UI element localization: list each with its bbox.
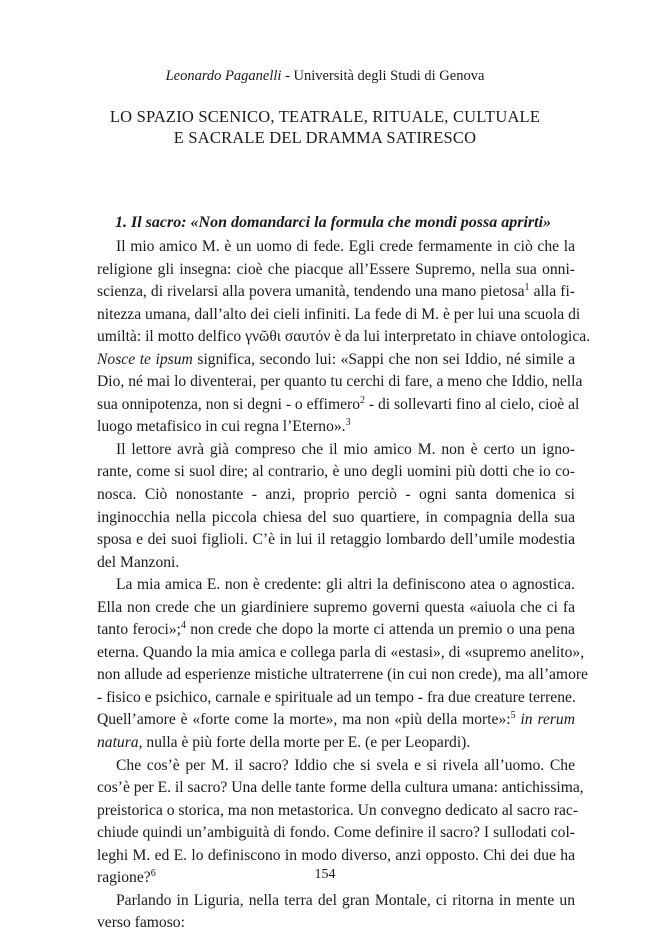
text-line [97,416,575,439]
text-line [97,281,575,304]
text-line [97,529,575,552]
article-title-line-1: LO SPAZIO SCENICO, TEATRALE, RITUALE, CULTUALE [109,107,541,126]
text-line [97,800,579,823]
running-head-author: Leonardo Paganelli [165,68,282,84]
text-line [97,619,575,642]
running-head [0,68,650,85]
text-segment: nitezza umana, dall’alto dei cieli infiniti. La fede di M. è per lui una scuola di [97,305,581,323]
text-line [97,371,583,394]
text-segment: umiltà: il motto delfico γνῶθι σαυτόν è da lui interpretato in chiave ontologica. [97,328,591,346]
text-segment: non allude ad esperienze mistiche ultraterrene (in cui non crede), ma all’amore [97,666,588,684]
text-segment: Quell’amore è «forte come la morte», ma non «più della morte»: [97,711,511,729]
text-line [97,597,575,620]
footnote-marker: 1 [524,281,530,293]
text-line [97,822,575,845]
text-line [97,484,575,507]
article-title-line-2: E SACRALE DEL DRAMMA SATIRESCO [173,128,477,147]
text-segment: scienza, di rivelarsi alla povera umanità, tendendo una mano pietosa [97,283,525,301]
text-line [97,777,584,800]
text-line [97,326,591,349]
text-segment: leghi M. ed E. lo definiscono in modo diverso, anzi opposto. Chi dei due ha [97,846,575,864]
text-line [97,755,575,778]
text-line [97,394,580,417]
text-line [97,236,575,259]
page-number: 154 [314,867,336,882]
text-segment: luogo metafisico in cui regna l’Eterno». [97,418,346,436]
text-segment: alla fi- [529,283,575,301]
text-segment: inginocchia nella piccola chiesa del suo quartiere, in compagnia della sua [97,508,575,526]
text-segment: religione gli insegna: cioè che piacque all’Essere Supremo, nella sua onni- [97,260,575,278]
text-segment: - di sollevarti fino al cielo, cioè al [365,395,580,413]
text-segment: - fisico e psichico, carnale e spirituale ad un tempo - fra due creature terrene. [97,688,576,706]
text-line [97,507,575,530]
footnote-marker: 4 [180,620,186,632]
footnote-marker: 2 [360,394,366,406]
text-segment: in rerum [520,711,575,729]
text-segment: sua onnipotenza, non si degni - o effimero [97,395,361,413]
text-segment: tanto feroci»; [97,621,181,639]
text-line [97,890,575,913]
text-segment: Il mio amico M. è un uomo di fede. Egli crede fermamente in ciò che la [116,238,575,255]
text-line [97,687,575,710]
article-title [0,106,650,148]
text-segment: chiude quindi un’ambiguità di fondo. Come definire il sacro? I sullodati col- [97,824,575,842]
text-line [97,349,575,372]
text-segment: cos’è per E. il sacro? Una delle tante forme della cultura umana: antichissima, [97,779,584,797]
text-segment: verso famoso: [97,914,185,932]
text-segment: La mia amica E. non è credente: gli altri la definiscono atea o agnostica. [116,576,575,594]
text-line [97,259,575,282]
text-segment: , nulla è più forte della morte per E. (e per Leopardi). [138,734,471,752]
body-text [97,236,591,935]
text-segment: rante, come si suol dire; al contrario, è uno degli uomini più dotti che io co- [97,463,575,481]
text-segment: sposa e dei suoi figlioli. C’è in lui il retaggio lombardo dell’umile modestia [97,531,575,549]
text-segment: eterna. Quando la mia amica e collega parla di «estasi», di «supremo anelito», [97,643,585,661]
text-segment: ragione? [97,869,151,887]
running-head-affiliation: - Università degli Studi di Genova [281,68,485,84]
text-line [97,709,575,732]
footnote-marker: 5 [510,710,516,722]
text-line [97,552,575,575]
text-line [97,732,575,755]
footnote-marker: 3 [345,417,351,429]
text-segment: Il lettore avrà già compreso che il mio amico M. non è certo un igno- [116,440,575,458]
text-line [97,912,575,935]
text-segment: significa, secondo lui: «Sappi che non sei Iddio, né simile a [192,350,575,368]
text-segment: Dio, né mai lo diventerai, per quanto tu cerchi di fare, a meno che Iddio, nella [97,373,583,391]
text-segment: non crede che dopo la morte ci attenda un premio o una pena [185,621,575,639]
text-line [97,574,575,597]
text-segment: Parlando in Liguria, nella terra del gran Montale, ci ritorna in mente un [116,891,575,909]
text-segment: preistorica o storica, ma non metastorica. Un convegno dedicato al sacro rac- [97,801,579,819]
text-line [97,439,575,462]
text-line [97,304,581,327]
text-segment: Che cos’è per M. il sacro? Iddio che si svela e si rivela all’uomo. Che [116,756,575,774]
section-heading: 1. Il sacro: «Non domandarci la formula che mondi possa aprirti» [115,214,552,231]
text-segment: nosca. Ciò nonostante - anzi, proprio perciò - ogni santa domenica si [97,486,575,504]
text-line [97,461,575,484]
text-segment: Nosce te ipsum [97,350,193,368]
footnote-marker: 6 [150,868,156,880]
text-segment: del Manzoni. [97,553,180,571]
text-line [97,642,585,665]
text-segment: Ella non crede che un giardiniere supremo governi questa «aiuola che ci fa [97,598,575,616]
text-line [97,845,575,868]
text-segment: natura [97,734,139,752]
text-line [97,664,588,687]
